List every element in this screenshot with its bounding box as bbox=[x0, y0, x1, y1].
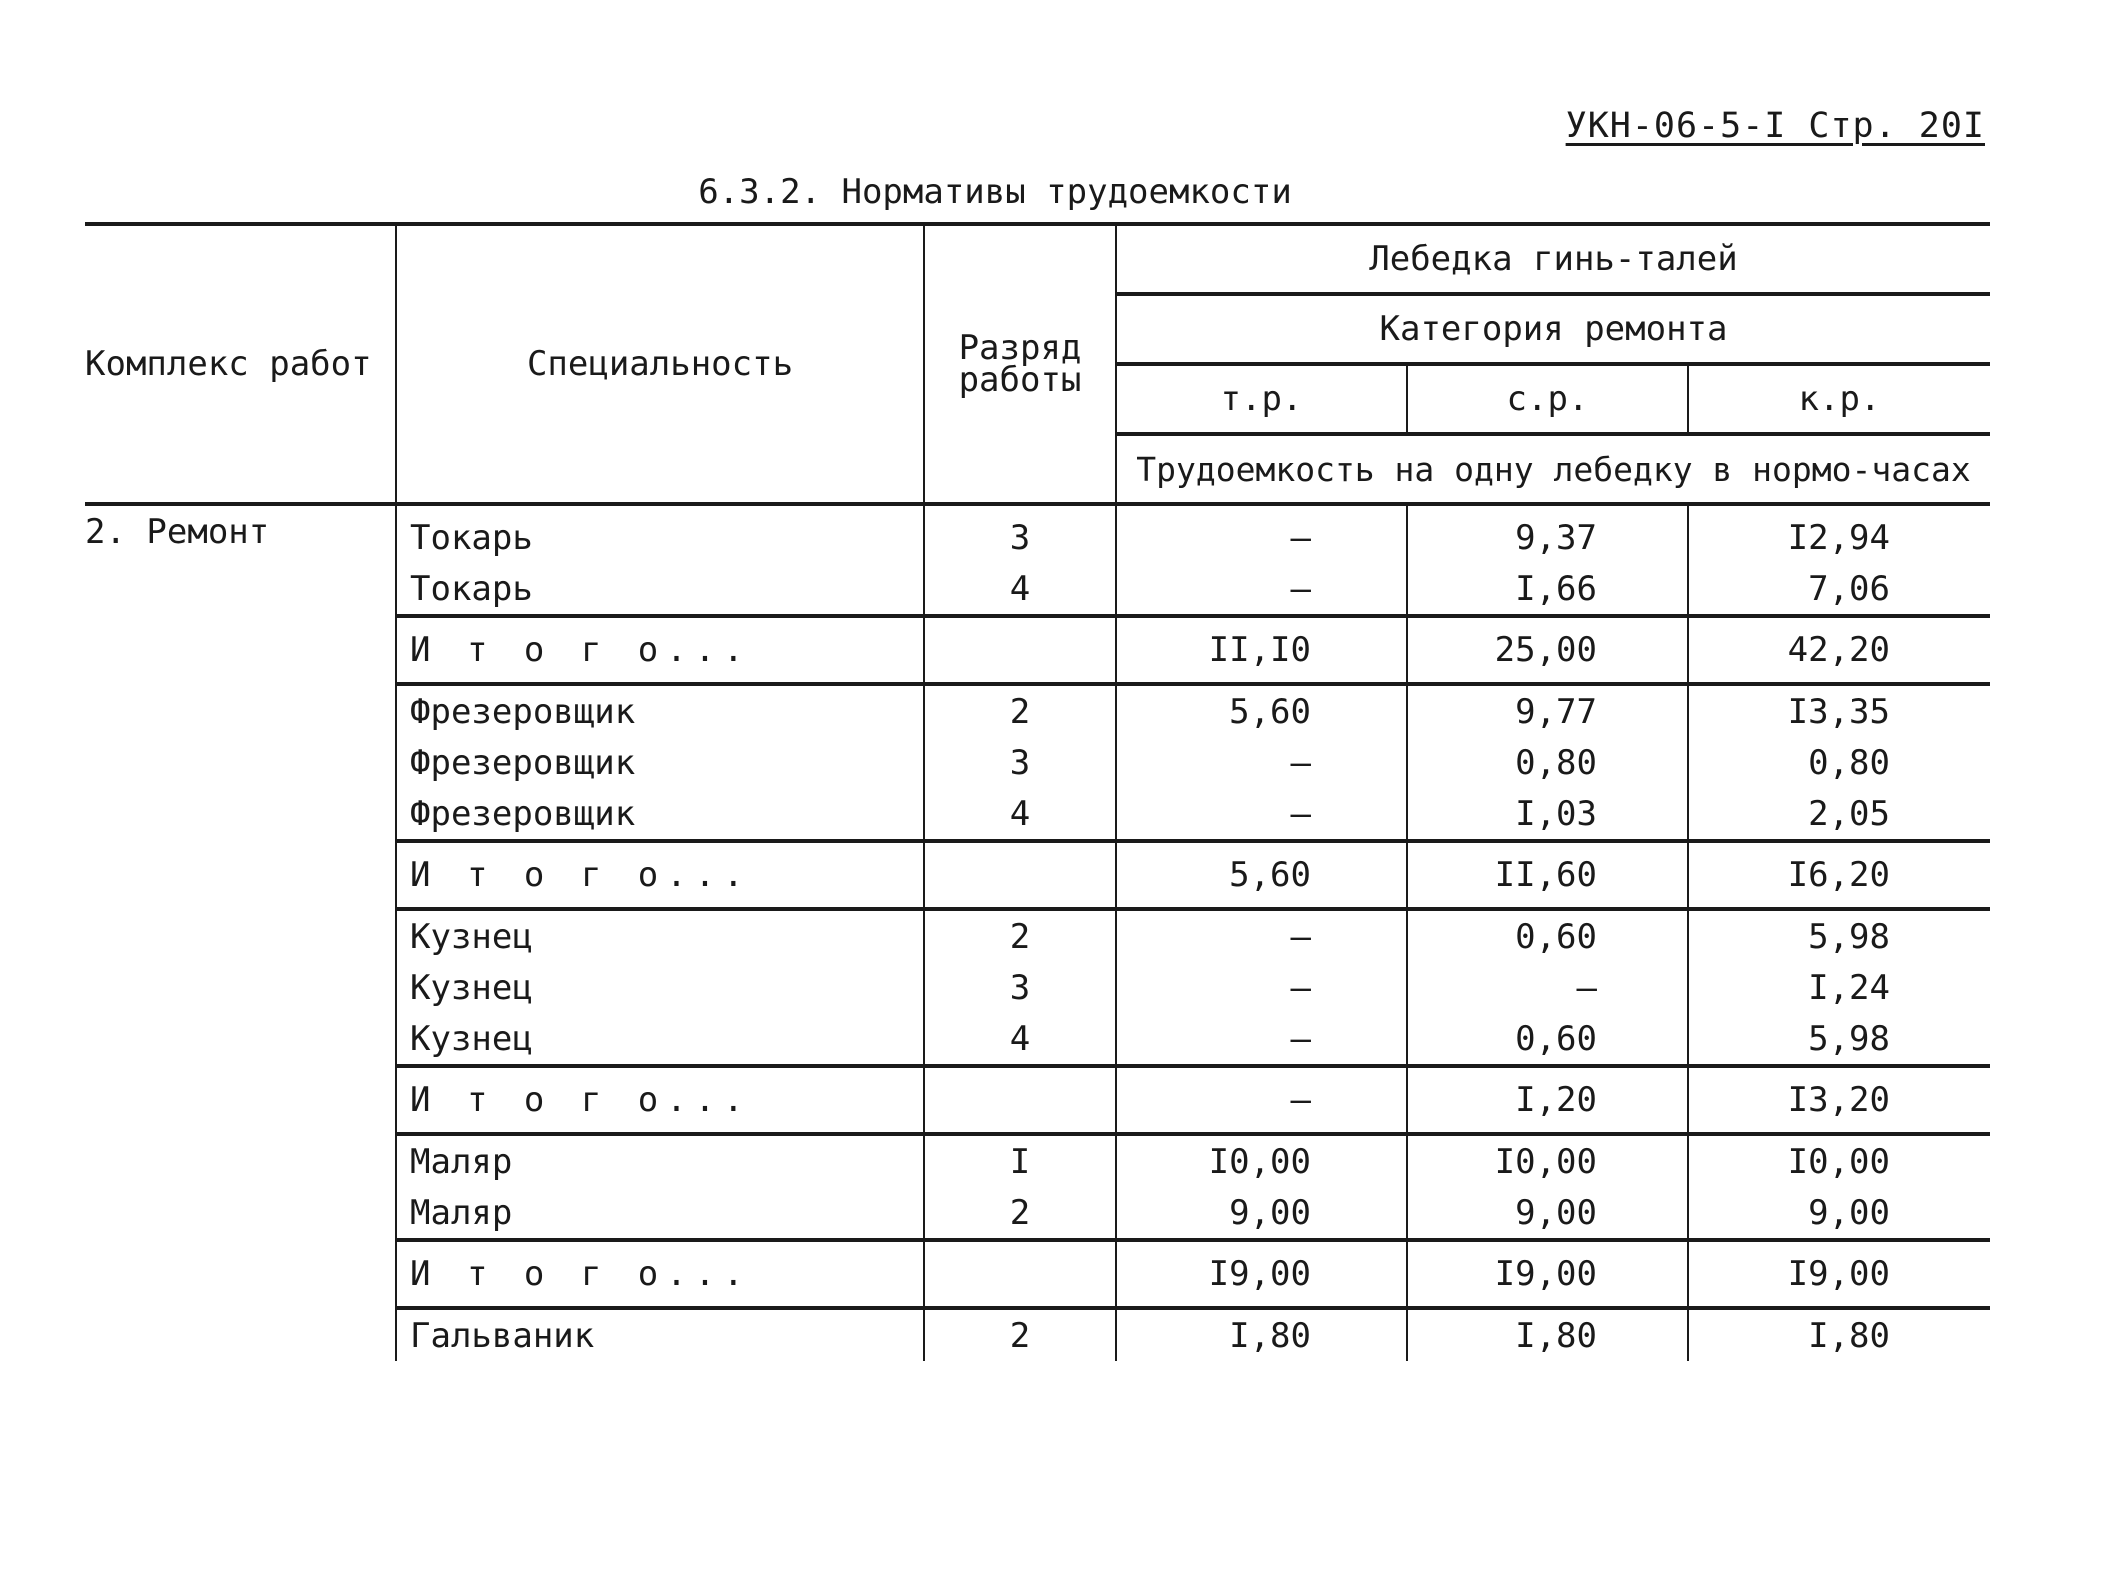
grade-cell: 2 bbox=[924, 1187, 1116, 1240]
current-repair-value: I,80 bbox=[1116, 1308, 1407, 1361]
capital-repair-value: 5,98 bbox=[1688, 909, 1990, 962]
current-repair-value: – bbox=[1116, 909, 1407, 962]
header-grade-line2: работы bbox=[958, 360, 1082, 400]
capital-repair-value: I3,20 bbox=[1688, 1066, 1990, 1134]
header-col-sr: с.р. bbox=[1407, 364, 1688, 434]
grade-cell: 2 bbox=[924, 1308, 1116, 1361]
capital-repair-value: 0,80 bbox=[1688, 737, 1990, 788]
current-repair-value: – bbox=[1116, 788, 1407, 841]
medium-repair-value: 9,37 bbox=[1407, 504, 1688, 563]
specialty-cell: Кузнец bbox=[396, 1013, 924, 1066]
capital-repair-value: 5,98 bbox=[1688, 1013, 1990, 1066]
section-title: 6.3.2. Нормативы трудоемкости bbox=[698, 172, 1292, 212]
document-code-header: УКН-06-5-I Стр. 20I bbox=[1565, 106, 1985, 146]
specialty-cell: Токарь bbox=[396, 504, 924, 563]
header-grade bbox=[924, 226, 1116, 504]
specialty-cell: Кузнец bbox=[396, 962, 924, 1013]
grade-cell bbox=[924, 841, 1116, 909]
medium-repair-value: I0,00 bbox=[1407, 1134, 1688, 1187]
grade-cell: 3 bbox=[924, 504, 1116, 563]
grade-cell: 4 bbox=[924, 563, 1116, 616]
grade-cell bbox=[924, 1066, 1116, 1134]
specialty-cell: И т о г о... bbox=[396, 616, 924, 684]
medium-repair-value: 0,60 bbox=[1407, 909, 1688, 962]
capital-repair-value: I6,20 bbox=[1688, 841, 1990, 909]
specialty-cell: И т о г о... bbox=[396, 841, 924, 909]
current-repair-value: – bbox=[1116, 1013, 1407, 1066]
specialty-cell: Гальваник bbox=[396, 1308, 924, 1361]
specialty-cell: Маляр bbox=[396, 1187, 924, 1240]
capital-repair-value: I3,35 bbox=[1688, 684, 1990, 737]
current-repair-value: – bbox=[1116, 962, 1407, 1013]
medium-repair-value: I9,00 bbox=[1407, 1240, 1688, 1308]
current-repair-value: I0,00 bbox=[1116, 1134, 1407, 1187]
medium-repair-value: I,80 bbox=[1407, 1308, 1688, 1361]
capital-repair-value: I,80 bbox=[1688, 1308, 1990, 1361]
current-repair-value: 5,60 bbox=[1116, 684, 1407, 737]
grade-cell bbox=[924, 1240, 1116, 1308]
capital-repair-value: I2,94 bbox=[1688, 504, 1990, 563]
header-grade-line1: Разряд bbox=[958, 328, 1082, 368]
medium-repair-value: I,03 bbox=[1407, 788, 1688, 841]
capital-repair-value: 7,06 bbox=[1688, 563, 1990, 616]
header-col-tr: т.р. bbox=[1116, 364, 1407, 434]
capital-repair-value: I0,00 bbox=[1688, 1134, 1990, 1187]
specialty-cell: Токарь bbox=[396, 563, 924, 616]
table-body bbox=[85, 504, 1990, 1361]
header-units: Трудоемкость на одну лебедку в нормо-часах bbox=[1116, 434, 1990, 504]
medium-repair-value: II,60 bbox=[1407, 841, 1688, 909]
grade-cell: 2 bbox=[924, 909, 1116, 962]
header-winch-group: Лебедка гинь-талей bbox=[1116, 226, 1990, 294]
medium-repair-value: 0,60 bbox=[1407, 1013, 1688, 1066]
capital-repair-value: I9,00 bbox=[1688, 1240, 1990, 1308]
current-repair-value: – bbox=[1116, 504, 1407, 563]
header-repair-category: Категория ремонта bbox=[1116, 294, 1990, 364]
capital-repair-value: 9,00 bbox=[1688, 1187, 1990, 1240]
grade-cell bbox=[924, 616, 1116, 684]
current-repair-value: I9,00 bbox=[1116, 1240, 1407, 1308]
specialty-cell: Кузнец bbox=[396, 909, 924, 962]
grade-cell: 3 bbox=[924, 737, 1116, 788]
header-specialty: Специальность bbox=[396, 226, 924, 504]
capital-repair-value: 42,20 bbox=[1688, 616, 1990, 684]
specialty-cell: Маляр bbox=[396, 1134, 924, 1187]
current-repair-value: – bbox=[1116, 563, 1407, 616]
medium-repair-value: 9,00 bbox=[1407, 1187, 1688, 1240]
grade-cell: I bbox=[924, 1134, 1116, 1187]
table-row bbox=[85, 504, 1990, 563]
grade-cell: 4 bbox=[924, 788, 1116, 841]
header-col-kr: к.р. bbox=[1688, 364, 1990, 434]
specialty-cell: И т о г о... bbox=[396, 1066, 924, 1134]
current-repair-value: – bbox=[1116, 737, 1407, 788]
medium-repair-value: 9,77 bbox=[1407, 684, 1688, 737]
capital-repair-value: I,24 bbox=[1688, 962, 1990, 1013]
medium-repair-value: I,20 bbox=[1407, 1066, 1688, 1134]
grade-cell: 2 bbox=[924, 684, 1116, 737]
specialty-cell: И т о г о... bbox=[396, 1240, 924, 1308]
current-repair-value: – bbox=[1116, 1066, 1407, 1134]
medium-repair-value: I,66 bbox=[1407, 563, 1688, 616]
current-repair-value: 5,60 bbox=[1116, 841, 1407, 909]
specialty-cell: Фрезеровщик bbox=[396, 684, 924, 737]
current-repair-value: II,I0 bbox=[1116, 616, 1407, 684]
specialty-cell: Фрезеровщик bbox=[396, 788, 924, 841]
current-repair-value: 9,00 bbox=[1116, 1187, 1407, 1240]
medium-repair-value: 25,00 bbox=[1407, 616, 1688, 684]
medium-repair-value: 0,80 bbox=[1407, 737, 1688, 788]
specialty-cell: Фрезеровщик bbox=[396, 737, 924, 788]
labor-norms-table bbox=[85, 222, 1990, 1361]
capital-repair-value: 2,05 bbox=[1688, 788, 1990, 841]
grade-cell: 3 bbox=[924, 962, 1116, 1013]
grade-cell: 4 bbox=[924, 1013, 1116, 1066]
work-complex-cell: 2. Ремонт bbox=[85, 512, 270, 552]
medium-repair-value: – bbox=[1407, 962, 1688, 1013]
header-complex: Комплекс работ bbox=[85, 226, 396, 504]
